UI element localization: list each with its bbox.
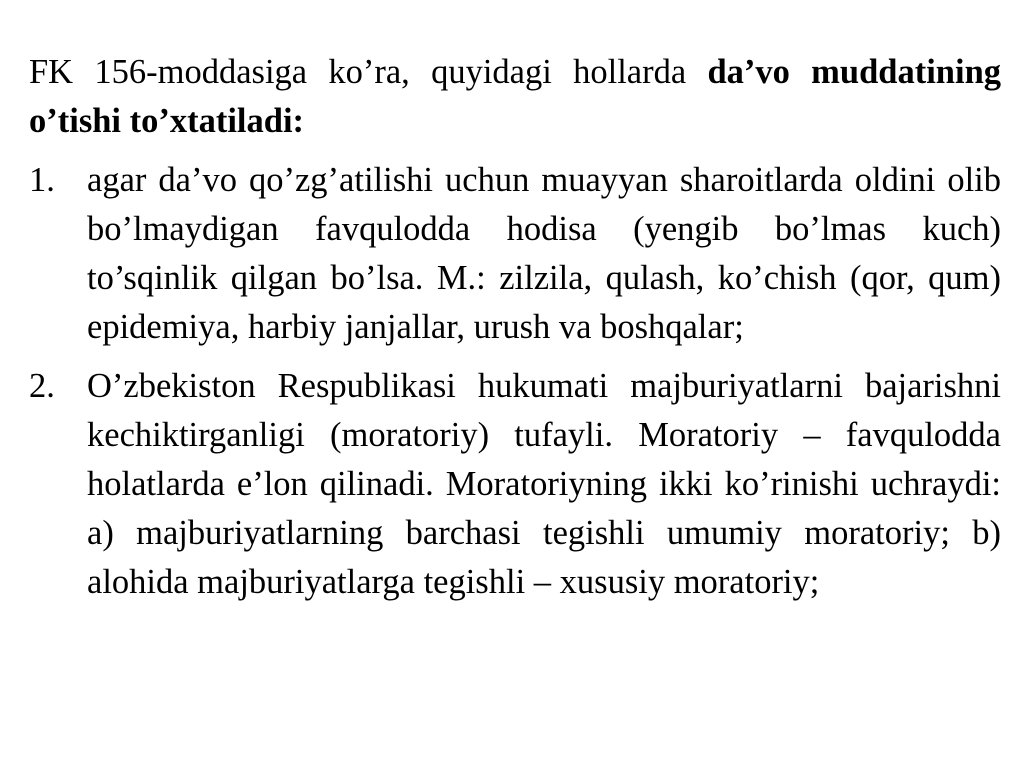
slide-content: [29, 48, 1001, 617]
list-item-2: [29, 362, 1001, 607]
intro-paragraph: [29, 48, 1001, 146]
list-item-text: O’zbekiston Respublikasi hukumati majburiyatlarni bajarishni kechiktirganligi (moratoriy) tufayli. Moratoriy – favqulodda holatlarda e’lon qilinadi. Moratoriyning ikki ko’rinishi uchraydi: a) majburiyatlarning barchasi tegishli umumiy moratoriy; b) alohida majburiyatlarga tegishli – xususiy moratoriy;: [87, 367, 1001, 601]
list-item-1: [29, 156, 1001, 352]
intro-lead-text: FK 156-moddasiga ko’ra, quyidagi hollarda: [29, 53, 708, 91]
intro-bold-text: da’vo muddatining o’tishi to’xtatiladi:: [29, 53, 1002, 140]
list-item-text: agar da’vo qo’zg’atilishi uchun muayyan sharoitlarda oldini olib bo’lmaydigan favqulodda hodisa (yengib bo’lmas kuch) to’sqinlik qilgan bo’lsa. M.: zilzila, qulash, ko’chish (qor, qum) epidemiya, harbiy janjallar, urush va boshqalar;: [87, 161, 1001, 346]
list-item-number: 2.: [29, 367, 55, 405]
list-item-number: 1.: [29, 161, 55, 199]
